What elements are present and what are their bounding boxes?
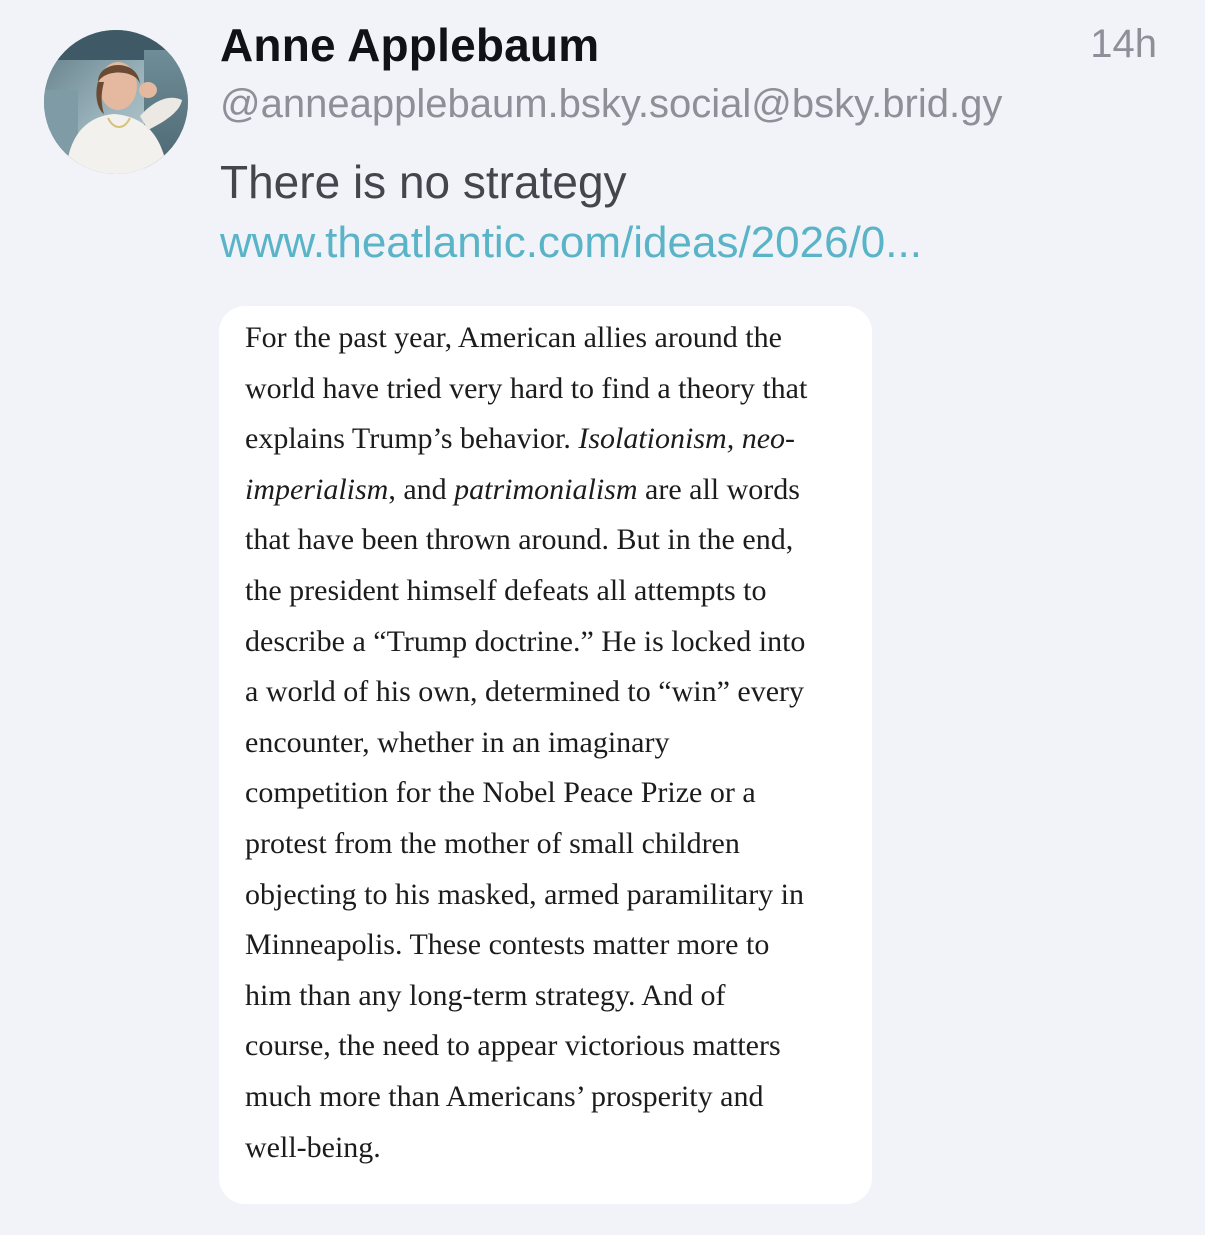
excerpt-text-segment: world have tried very hard to find a theory that [245,371,808,405]
post-link[interactable]: www.theatlantic.com/ideas/2026/0... [220,218,922,267]
excerpt-line [245,1021,865,1072]
excerpt-text-segment: much more than Americans’ prosperity and [245,1079,764,1113]
excerpt-text-segment: are all words [637,472,800,506]
excerpt-line [245,617,865,668]
excerpt-text-segment: encounter, whether in an imaginary [245,725,670,759]
excerpt-line [245,1123,865,1174]
excerpt-line [245,465,865,516]
excerpt-line [245,819,865,870]
excerpt-line [245,1072,865,1123]
excerpt-line [245,768,865,819]
excerpt-text-segment: , and [388,472,455,506]
excerpt-text-segment: objecting to his masked, armed paramilitary in [245,877,805,911]
excerpt-italic-text: patrimonialism [454,472,638,506]
excerpt-text-segment: the president himself defeats all attempts to [245,573,767,607]
excerpt-text-segment: Minneapolis. These contests matter more to [245,928,770,962]
excerpt-text-segment: that have been thrown around. But in the end, [245,523,794,557]
excerpt-text-segment: describe a “Trump doctrine.” He is locked into [245,624,806,658]
avatar[interactable] [44,30,188,174]
excerpt-line [245,718,865,769]
excerpt-line [245,313,865,364]
excerpt-text-segment: explains Trump’s behavior. [245,422,579,456]
excerpt-text-segment: him than any long-term strategy. And of [245,978,726,1012]
excerpt-line [245,566,865,617]
excerpt-line [245,364,865,415]
excerpt-text-segment: well-being. [245,1130,381,1164]
timestamp[interactable]: 14h [1090,22,1157,66]
post-text: There is no strategy [220,156,627,208]
display-name[interactable]: Anne Applebaum [220,19,600,71]
excerpt-text-segment: protest from the mother of small children [245,826,740,860]
excerpt-line [245,515,865,566]
image-attachment[interactable] [219,306,872,1204]
excerpt-italic-text: imperialism [245,472,389,506]
excerpt-line [245,414,865,465]
excerpt-line [245,920,865,971]
avatar-photo-icon [44,30,188,174]
excerpt-italic-text: Isolationism, neo- [578,422,795,456]
excerpt-text [245,313,865,1173]
excerpt-line [245,870,865,921]
excerpt-line [245,971,865,1022]
excerpt-line [245,667,865,718]
excerpt-text-segment: competition for the Nobel Peace Prize or a [245,776,756,810]
excerpt-text-segment: course, the need to appear victorious matters [245,1029,781,1063]
excerpt-text-segment: a world of his own, determined to “win” every [245,675,804,709]
user-handle[interactable]: @anneapplebaum.bsky.social@bsky.brid.gy [220,82,1003,126]
excerpt-text-segment: For the past year, American allies around the [245,321,782,354]
